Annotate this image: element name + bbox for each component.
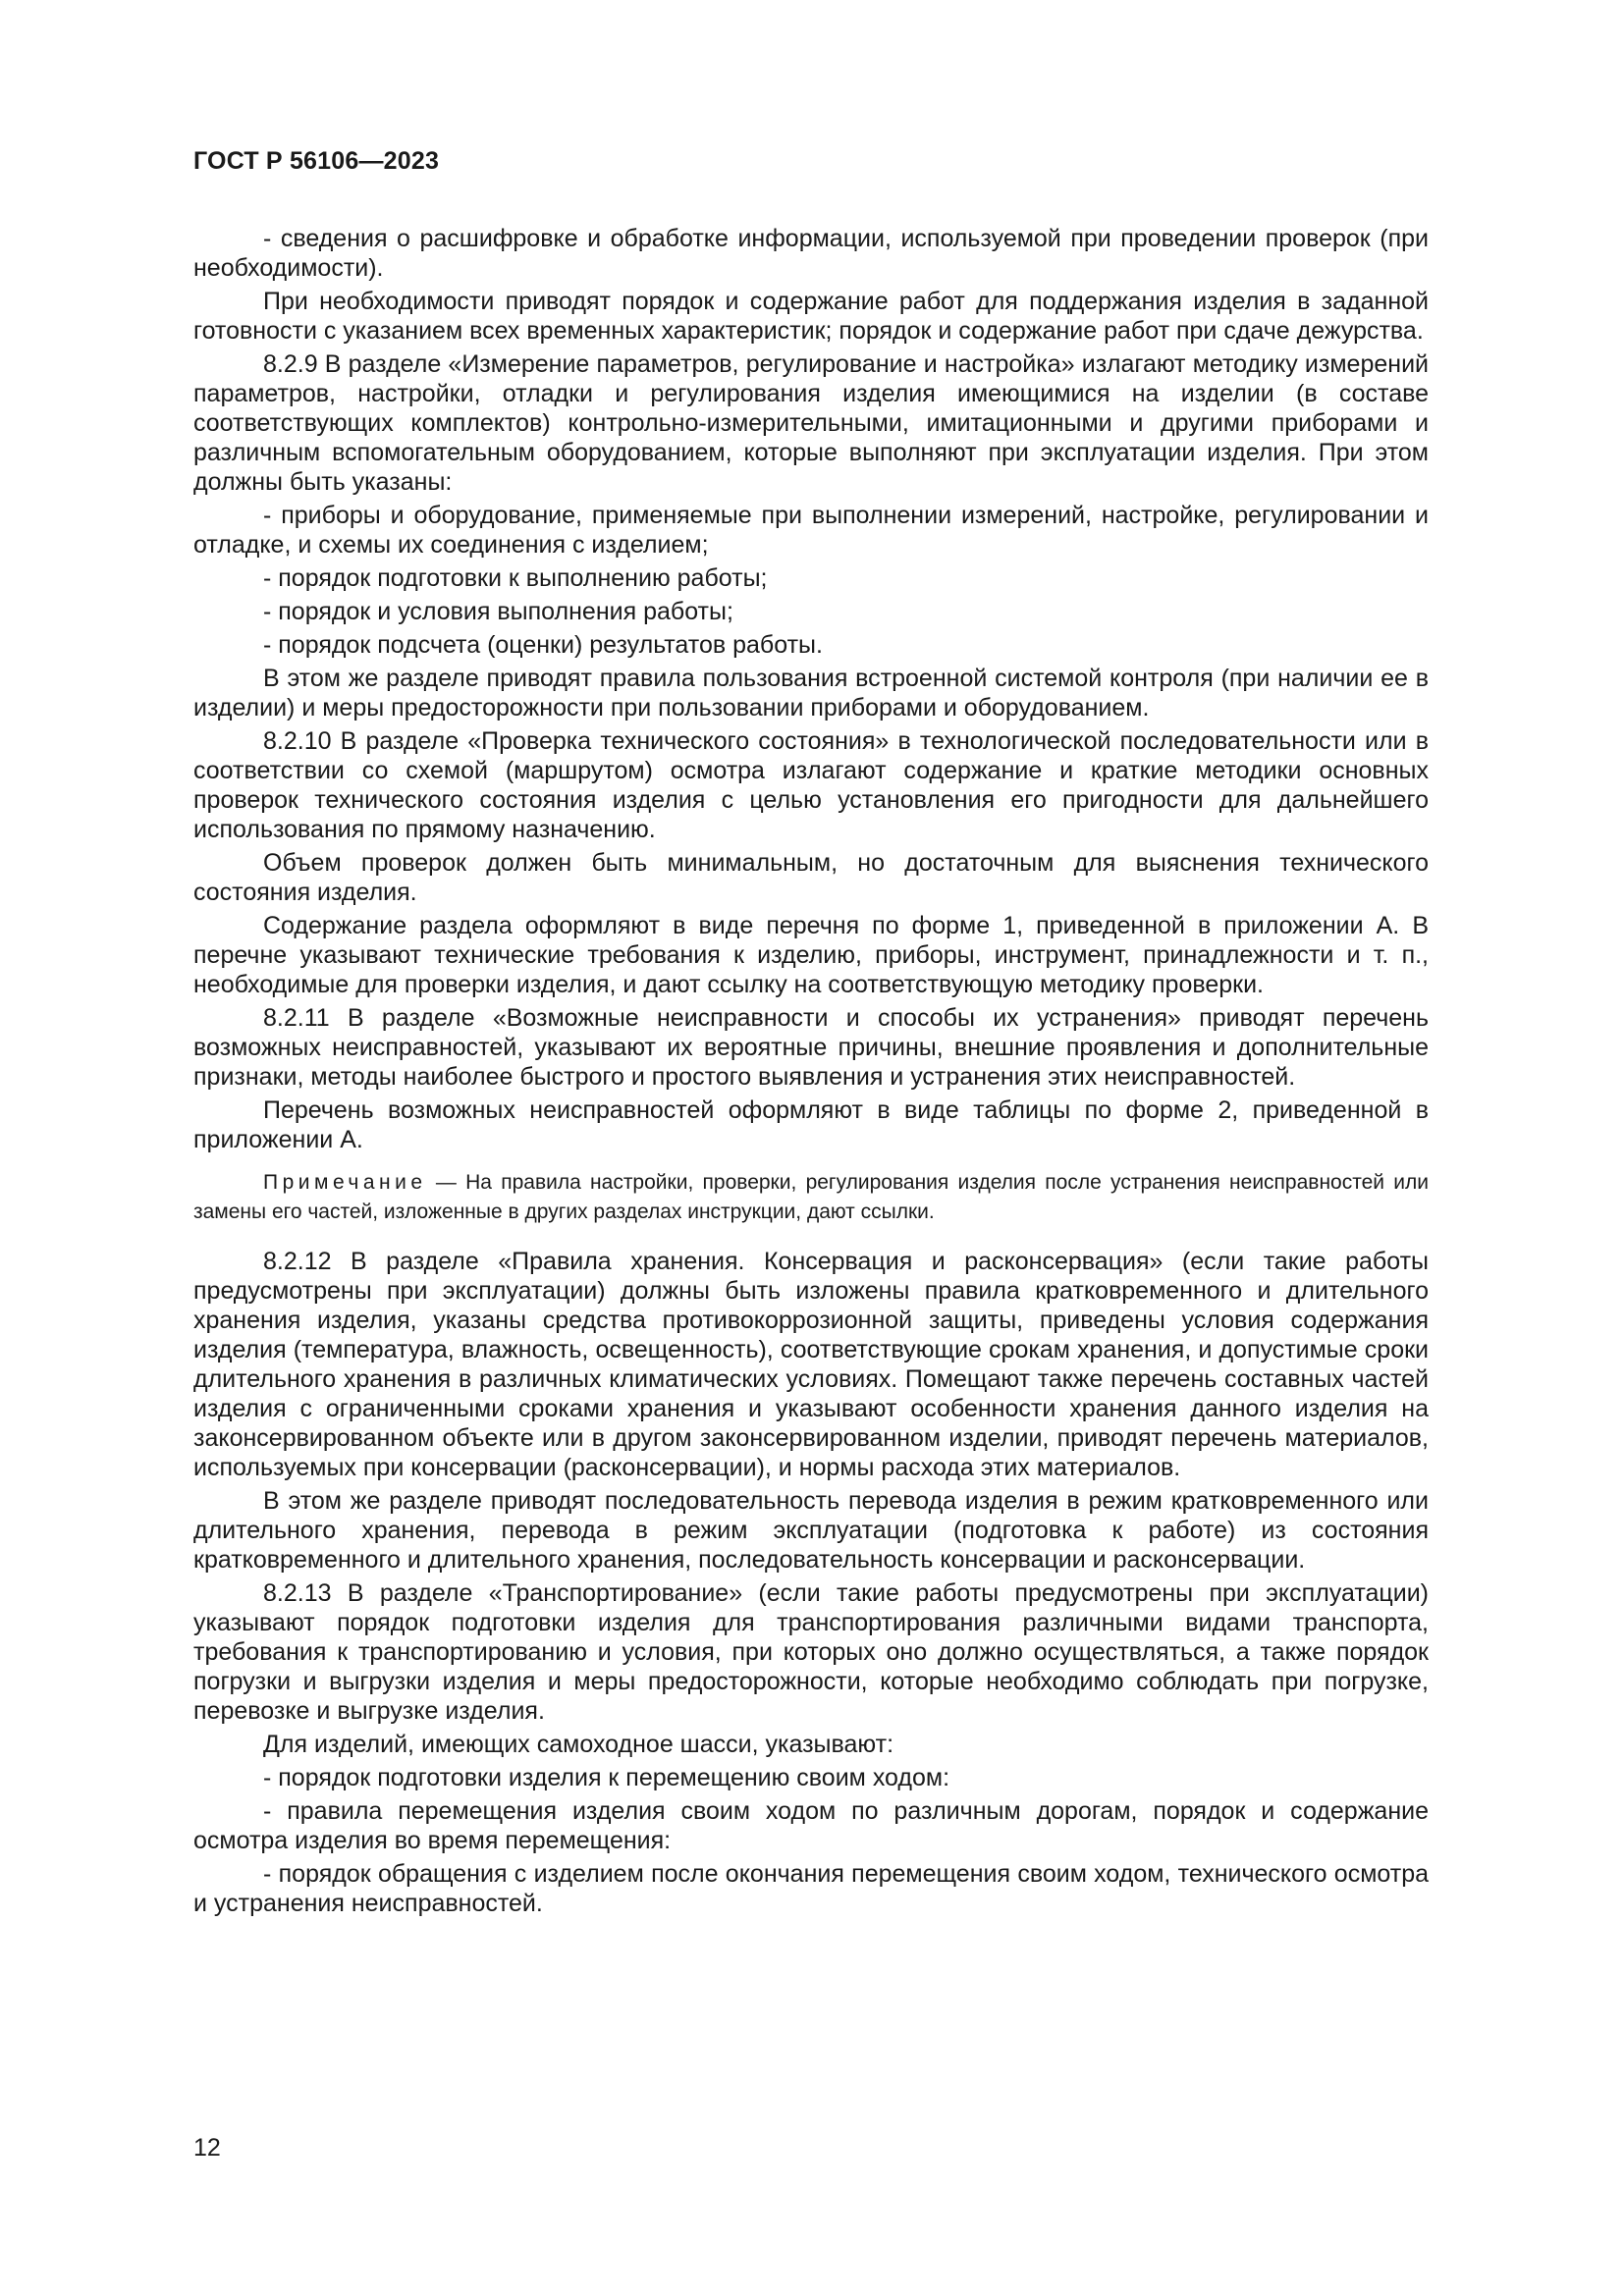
page-body [193,224,1429,1922]
paragraph: Перечень возможных неисправностей оформляют в виде таблицы по форме 2, приведенной в приложении А. [193,1096,1429,1153]
paragraph: 8.2.13 В разделе «Транспортирование» (если такие работы предусмотрены при эксплуатации) указывают порядок подготовки изделия для транспортирования различными видами транспорта, требования к транспортированию и условия, при которых оно должно осуществляться, а также порядок погрузки и выгрузки изделия и меры предосторожности, которые необходимо соблюдать при погрузке, перевозке и выгрузке изделия. [193,1579,1429,1725]
paragraph: В этом же разделе приводят последовательность перевода изделия в режим кратковременного или длительного хранения, перевода в режим эксплуатации (подготовка к работе) из состояния кратковременного и длительного хранения, последовательность консервации и расконсервации. [193,1487,1429,1574]
paragraph: - порядок подсчета (оценки) результатов работы. [263,631,823,659]
note-label: Примечание [263,1171,427,1194]
paragraph: - порядок и условия выполнения работы; [263,598,733,625]
paragraph: - порядок подготовки к выполнению работы; [263,564,768,592]
paragraph: При необходимости приводят порядок и содержание работ для поддержания изделия в заданной готовности с указанием всех временных характеристик; порядок и содержание работ при сдаче дежурства. [193,288,1429,345]
paragraph: 8.2.10 В разделе «Проверка технического состояния» в технологической последовательности или в соответствии со схемой (маршрутом) осмотра излагают содержание и краткие методики основных проверок технического состояния изделия с целью установления его пригодности для дальнейшего использования по прямому назначению. [193,727,1429,843]
paragraph: 8.2.12 В разделе «Правила хранения. Консервация и расконсервация» (если такие работы предусмотрены при эксплуатации) должны быть изложены правила кратковременного и длительного хранения изделия, указаны средства противокоррозионной защиты, приведены условия содержания изделия (температура, влажность, освещенность), соответствующие срокам хранения, и допустимые сроки длительного хранения в различных климатических условиях. Помещают также перечень составных частей изделия с ограниченными сроками хранения и указывают особенности хранения данного изделия на законсервированном объекте или в другом законсервированном изделии, приводят перечень материалов, используемых при консервации (расконсервации), и нормы расхода этих материалов. [193,1248,1429,1481]
paragraph: Объем проверок должен быть минимальным, но достаточным для выяснения технического состояния изделия. [193,849,1429,906]
paragraph: В этом же разделе приводят правила пользования встроенной системой контроля (при наличии ее в изделии) и меры предосторожности при пользовании приборами и оборудованием. [193,665,1429,721]
page-number: 12 [193,2134,221,2162]
paragraph: - порядок подготовки изделия к перемещению своим ходом: [263,1764,950,1791]
paragraph: Для изделий, имеющих самоходное шасси, указывают: [263,1731,894,1758]
paragraph: - сведения о расшифровке и обработке информации, используемой при проведении проверок (при необходимости). [193,225,1429,282]
paragraph: - порядок обращения с изделием после окончания перемещения своим ходом, технического осмотра и устранения неисправностей. [193,1860,1429,1917]
paragraph: 8.2.9 В разделе «Измерение параметров, регулирование и настройка» излагают методику измерений параметров, настройки, отладки и регулирования изделия имеющимися на изделии (в составе соответствующих комплектов) контрольно-измерительными, имитационными и другими приборами и различным вспомогательным оборудованием, которые выполняют при эксплуатации изделия. При этом должны быть указаны: [193,350,1429,496]
document-header: ГОСТ Р 56106—2023 [193,147,440,175]
paragraph: Содержание раздела оформляют в виде перечня по форме 1, приведенной в приложении А. В перечне указывают технические требования к изделию, приборы, инструмент, принадлежности и т. п., необходимые для проверки изделия, и дают ссылку на соответствующую методику проверки. [193,912,1429,998]
note-text: — На правила настройки, проверки, регулирования изделия после устранения неисправностей или замены его частей, изложенные в других разделах инструкции, дают ссылки. [193,1171,1429,1223]
note [193,1168,1429,1227]
paragraph: - приборы и оборудование, применяемые при выполнении измерений, настройке, регулировании и отладке, и схемы их соединения с изделием; [193,502,1429,559]
paragraph: - правила перемещения изделия своим ходом по различным дорогам, порядок и содержание осмотра изделия во время перемещения: [193,1797,1429,1854]
paragraph: 8.2.11 В разделе «Возможные неисправности и способы их устранения» приводят перечень возможных неисправностей, указывают их вероятные причины, внешние проявления и дополнительные признаки, методы наиболее быстрого и простого выявления и устранения этих неисправностей. [193,1004,1429,1091]
